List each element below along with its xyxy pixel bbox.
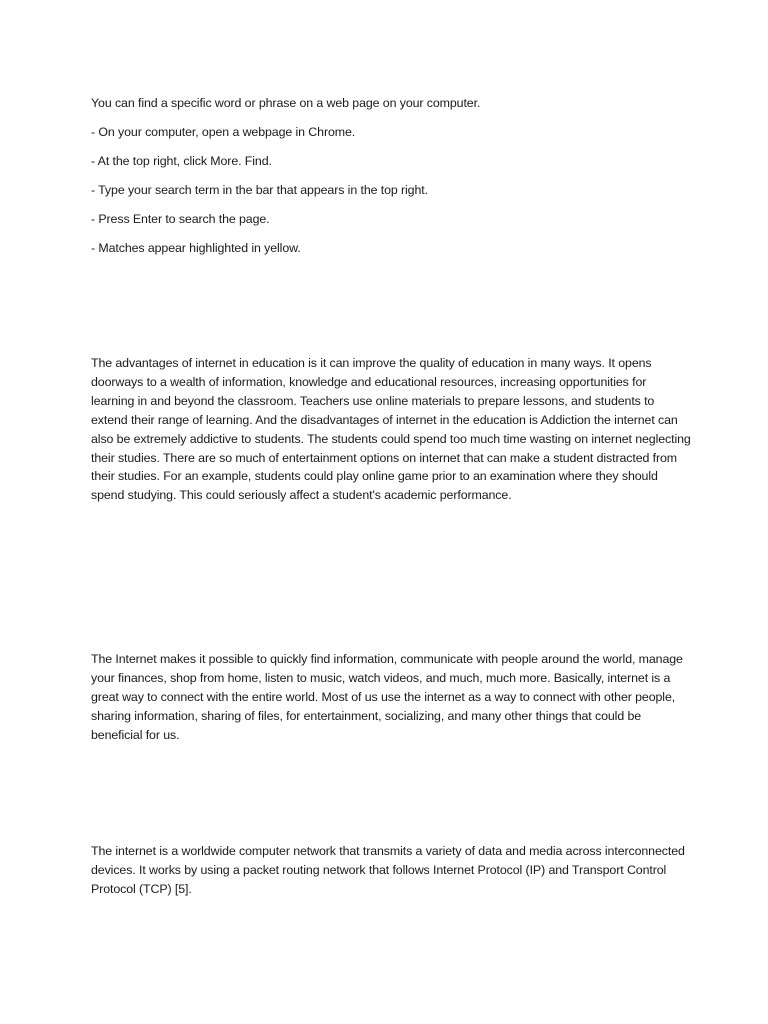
find-intro-text: You can find a specific word or phrase on a web page on your computer. xyxy=(91,96,481,110)
education-paragraph: The advantages of internet in education is it can improve the quality of education in many ways. It opens doorways to a wealth of information, knowledge and educational resources, increasing opportunities for learning in and beyond the classroom. Teachers use online materials to prepare lessons, and students to extend their range of learning. And the disadvantages of internet in the education is Addiction the internet can also be extremely addictive to students. The students could spend too much time wasting on internet neglecting their studies. There are so much of entertainment options on internet that can make a student distracted from their studies. For an example, students could play online game prior to an examination where they should spend studying. This could seriously affect a student's academic performance. xyxy=(91,356,691,503)
find-instructions xyxy=(91,94,691,269)
internet-definition-paragraph: The internet is a worldwide computer network that transmits a variety of data and media across interconnected devices. It works by using a packet routing network that follows Internet Protocol (IP) and Transport Control Protocol (TCP) [5]. xyxy=(91,844,685,896)
find-step-2: - At the top right, click More. Find. xyxy=(91,154,272,169)
find-step-3: - Type your search term in the bar that appears in the top right. xyxy=(91,183,428,198)
education-paragraph-block xyxy=(91,354,691,505)
find-step-5: - Matches appear highlighted in yellow. xyxy=(91,241,301,256)
internet-uses-paragraph: The Internet makes it possible to quickly find information, communicate with people around the world, manage your finances, shop from home, listen to music, watch videos, and much, much more. Basically, internet is a great way to connect with the entire world. Most of us use the internet as a way to connect with other people, sharing information, sharing of files, for entertainment, socializing, and many other things that could be beneficial for us. xyxy=(91,652,683,742)
find-step-4: - Press Enter to search the page. xyxy=(91,212,270,227)
internet-uses-paragraph-block xyxy=(91,650,691,745)
internet-definition-paragraph-block xyxy=(91,842,691,899)
find-step-1: - On your computer, open a webpage in Chrome. xyxy=(91,125,356,140)
